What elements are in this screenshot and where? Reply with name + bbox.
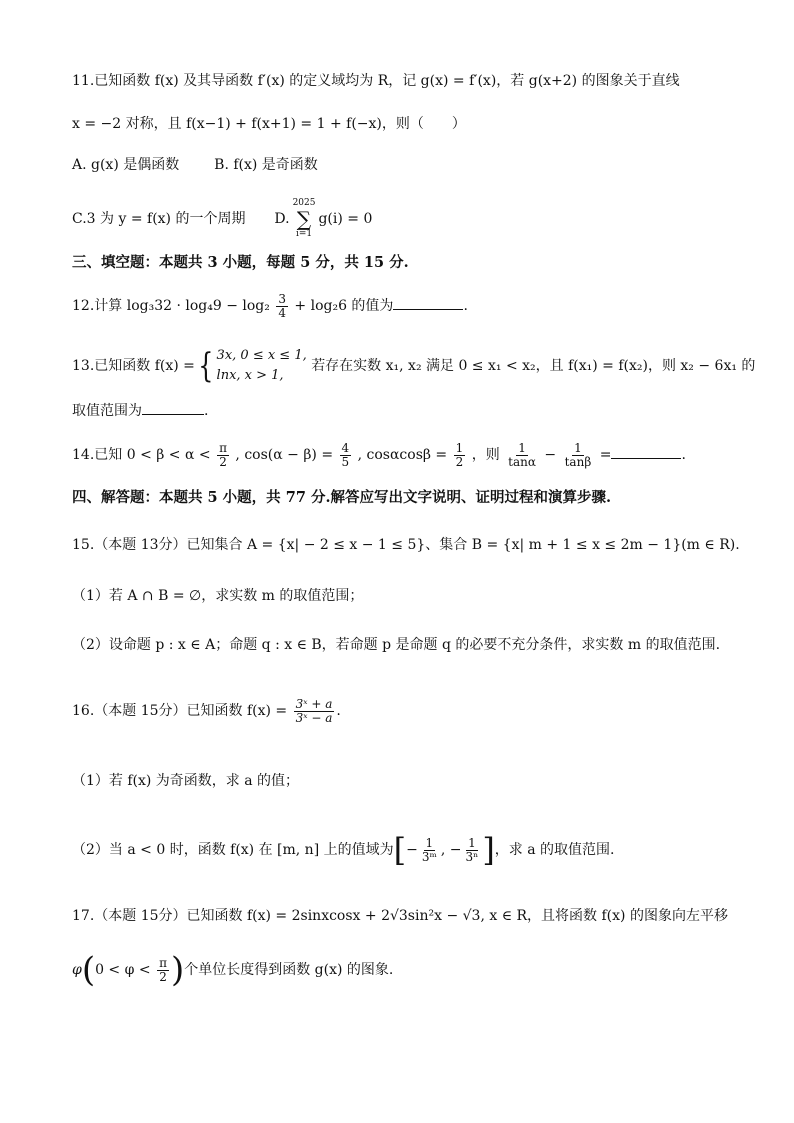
frac-numerator: π [159, 955, 167, 970]
section3-heading: 三、填空题：本题共 3 小题，每题 5 分，共 15 分. [72, 254, 409, 271]
summation-symbol: 2025 ∑ i=1 [292, 198, 316, 239]
q14-then: ，则 [471, 447, 500, 463]
q12-line [72, 292, 468, 320]
q12-prefix: 12.计算 log₃32 · log₄9 − log₂ [72, 298, 270, 314]
q13-end: . [204, 403, 209, 419]
q14-frac-4-5 [340, 442, 352, 469]
q11-line1: 11.已知函数 f(x) 及其导函数 f′(x) 的定义域均为 R，记 g(x) = f′(x)，若 g(x+2) 的图象关于直线 [72, 73, 680, 89]
q17-phi: φ [72, 962, 82, 978]
sum-upper-limit: 2025 [292, 198, 316, 208]
q12-suffix: + log₂6 的值为 [294, 298, 394, 314]
q13-prefix: 13.已知函数 f(x) = [72, 358, 195, 374]
case-1: 3x, 0 ≤ x ≤ 1, [216, 348, 307, 363]
q16-part2: （2）当 a < 0 时，函数 f(x) 在 [m, n] 上的值域为[− $\frac{1}{\text{3ᵐ}}$ , − $\frac{1}{\text{3ⁿ}}$ ]，求 a 的取值范围. [72, 831, 615, 869]
q14-frac-tan-alpha [506, 442, 538, 469]
q13-line2 [72, 400, 208, 421]
q17-line1: 17.（本题 15分）已知函数 f(x) = 2sinxcosx + 2√3sin²x − √3, x ∈ R，且将函数 f(x) 的图象向左平移 [72, 908, 728, 924]
q16-part2-prefix: （2）当 a < 0 时，函数 f(x) 在 [m, n] 上的值域为 [72, 842, 394, 858]
q16-range-upper [463, 837, 480, 864]
q16-part1: （1）若 f(x) 为奇函数，求 a 的值； [72, 773, 300, 789]
frac-denominator: 2 [159, 969, 167, 984]
left-paren: ( [81, 950, 96, 990]
q13-suffix: 若存在实数 x₁, x₂ 满足 0 ≤ x₁ < x₂，且 f(x₁) = f(x₂)，则 x₂ − 6x₁ 的 [311, 358, 756, 374]
q15-stem: 15.（本题 13分）已知集合 A = {x| − 2 ≤ x − 1 ≤ 5}、集合 B = {x| m + 1 ≤ x ≤ 2m − 1}(m ∈ R). [72, 537, 740, 553]
frac-numerator: π [219, 440, 227, 455]
q12-end: . [463, 298, 468, 314]
frac-numerator: 1 [425, 835, 434, 850]
piecewise-cases [217, 346, 307, 386]
frac-numerator: 3ˣ + a [295, 696, 333, 711]
q14-equals: = [599, 447, 612, 463]
q16-range-lower [420, 837, 439, 864]
q11-option-d-prefix: D. [274, 211, 290, 227]
q17-line2-suffix: 个单位长度得到函数 g(x) 的图象. [184, 962, 394, 978]
frac-denominator: 5 [341, 454, 350, 469]
q11-options-ab [72, 155, 318, 175]
frac-numerator: 1 [468, 835, 476, 850]
answer-blank [142, 400, 204, 415]
q14-prefix: 14.已知 0 < β < α < [72, 447, 211, 463]
q11-option-d-body: g(i) = 0 [318, 211, 373, 227]
q11-options-cd [72, 198, 372, 240]
q17-line2 [72, 950, 393, 990]
frac-denominator: 4 [278, 305, 286, 320]
q13-range-label: 取值范围为 [72, 403, 142, 419]
answer-blank [611, 444, 681, 459]
right-paren: ) [170, 950, 185, 990]
frac-denominator: tanβ [564, 454, 592, 469]
answer-blank [393, 295, 463, 310]
q14-end: . [681, 447, 686, 463]
q17-condition: 0 < φ < [95, 962, 151, 978]
left-brace: { [198, 346, 214, 386]
q16-stem [72, 694, 341, 728]
q14-cos-diff: , cos(α − β) = [235, 447, 334, 463]
frac-denominator: 3ˣ − a [295, 710, 333, 725]
frac-numerator: 3 [278, 291, 286, 306]
q16-prefix: 16.（本题 15分）已知函数 f(x) = [72, 703, 288, 719]
q11-option-c: C.3 为 y = f(x) 的一个周期 [72, 211, 246, 227]
frac-numerator: 4 [341, 440, 350, 455]
q14-minus: − [544, 447, 557, 463]
q12-fraction [276, 293, 288, 320]
q15-part2: （2）设命题 p : x ∈ A；命题 q : x ∈ B，若命题 p 是命题 q 的必要不充分条件，求实数 m 的取值范围. [72, 637, 721, 653]
q14-frac-1-2 [454, 442, 466, 469]
q14-frac-pi-2 [217, 442, 229, 469]
q14-frac-tan-beta [563, 442, 594, 469]
q16-fraction [294, 698, 335, 725]
q14-cos-product: , cosαcosβ = [357, 447, 448, 463]
q15-part1: （1）若 A ∩ B = ∅，求实数 m 的取值范围； [72, 588, 364, 604]
right-bracket: ] [482, 831, 495, 869]
frac-denominator: 2 [455, 454, 464, 469]
frac-denominator: tanα [508, 454, 536, 469]
q14-line [72, 440, 686, 470]
section4-heading: 四、解答题：本题共 5 小题，共 77 分.解答应写出文字说明、证明过程和演算步骤. [72, 489, 612, 506]
case-2: lnx, x > 1, [216, 368, 284, 383]
q13-line1 [72, 344, 755, 388]
frac-numerator: 1 [455, 440, 464, 455]
q11-option-b: B. f(x) 是奇函数 [214, 157, 318, 173]
frac-numerator: 1 [574, 440, 582, 455]
left-bracket: [ [393, 831, 407, 869]
frac-denominator: 2 [219, 454, 227, 469]
frac-numerator: 1 [518, 440, 526, 455]
sum-lower-limit: i=1 [295, 229, 313, 239]
q11-option-a: A. g(x) 是偶函数 [72, 157, 180, 173]
q16-end: . [336, 703, 341, 719]
frac-denominator: 3ᵐ [421, 849, 437, 864]
frac-denominator: 3ⁿ [465, 849, 479, 864]
q11-line2: x = −2 对称，且 f(x−1) + f(x+1) = 1 + f(−x)，则（ ） [72, 116, 466, 132]
q17-frac-pi-2 [157, 957, 169, 984]
q16-part2-suffix: ，求 a 的取值范围. [494, 842, 615, 858]
